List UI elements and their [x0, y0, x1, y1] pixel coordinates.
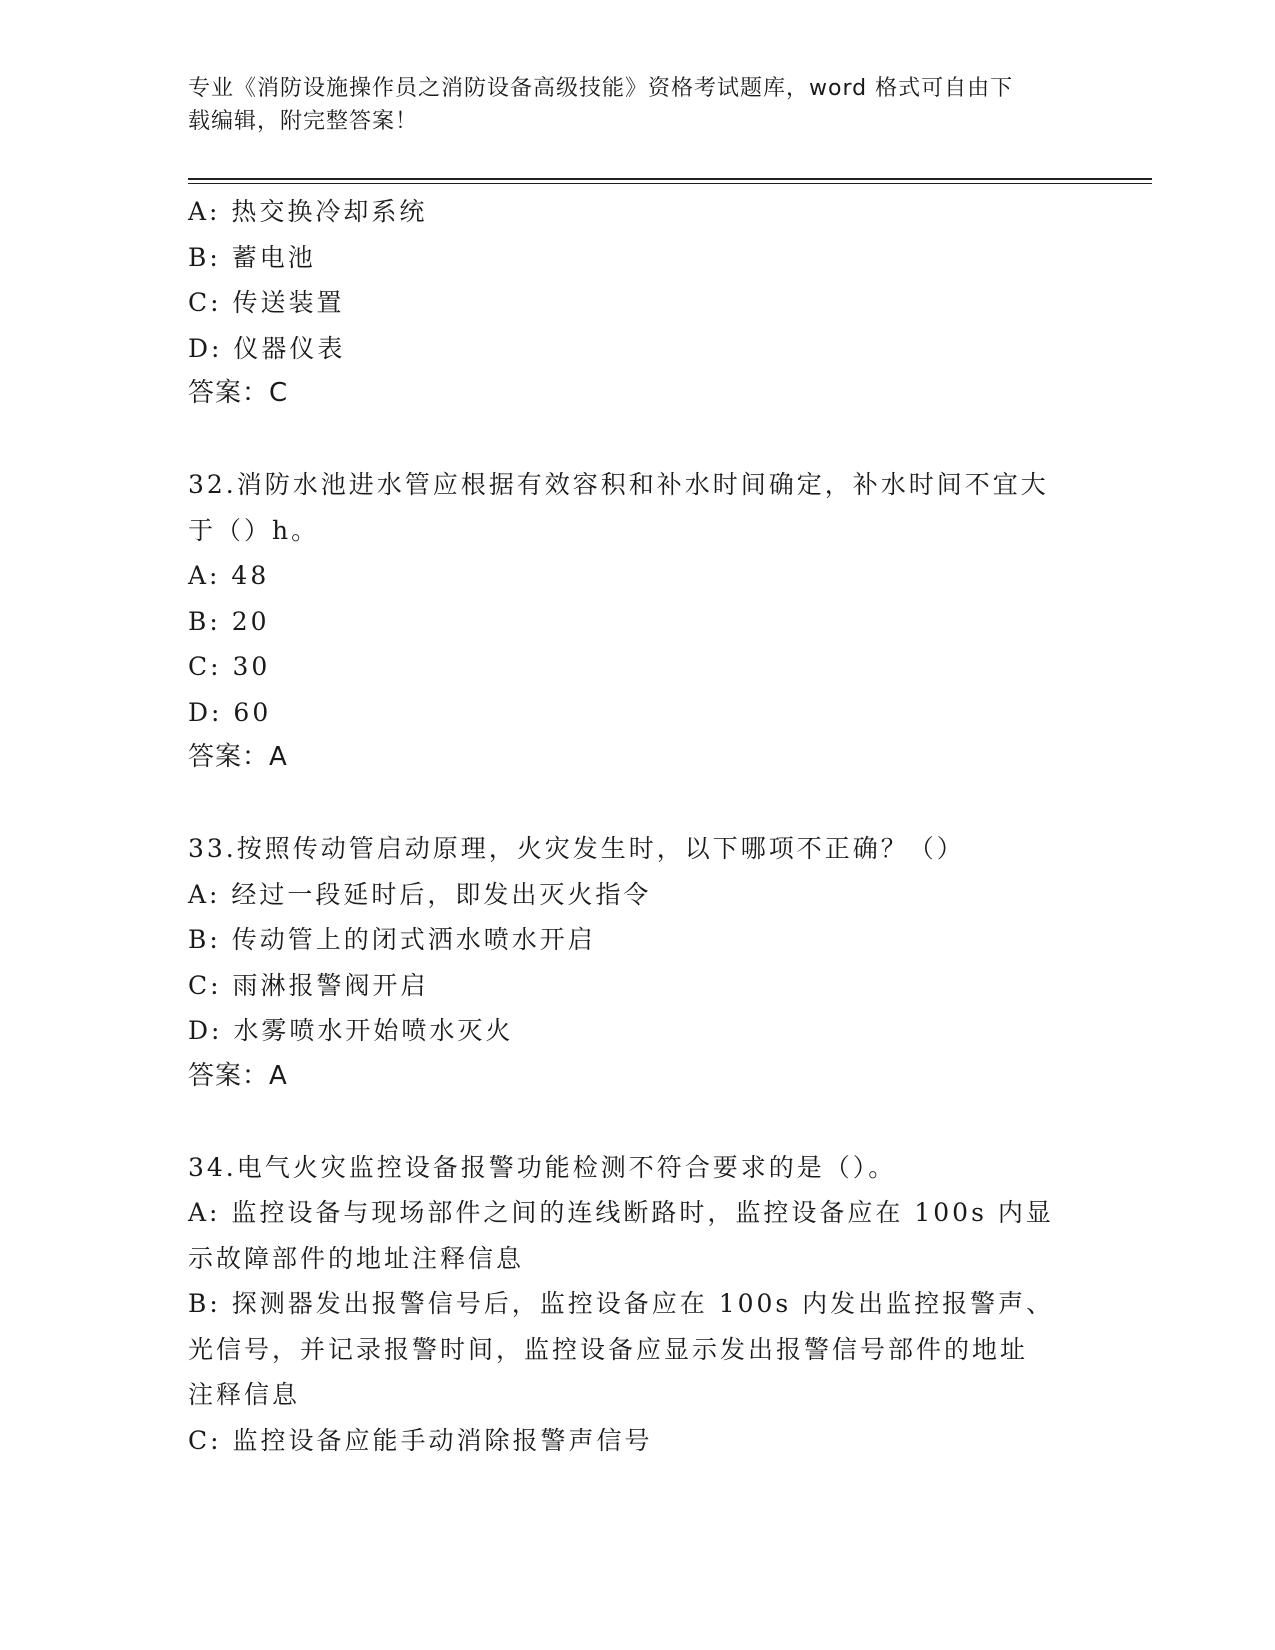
header-divider-thick — [188, 178, 1152, 180]
answer: 答案：A — [188, 1060, 288, 1091]
spacer — [188, 1099, 1088, 1145]
option-c: C: 监控设备应能手动消除报警声信号 — [188, 1425, 653, 1455]
question-31 — [188, 189, 1088, 417]
question-list — [188, 189, 1088, 1463]
question-stem: 32.消防水池进水管应根据有效容积和补水时间确定，补水时间不宜大 — [188, 470, 1049, 499]
header-divider-thin — [188, 183, 1152, 184]
option-a: A: 监控设备与现场部件之间的连线断路时，监控设备应在 100s 内显 — [188, 1198, 1054, 1227]
header-line-1: 专业《消防设施操作员之消防设备高级技能》资格考试题库，word 格式可自由下 — [188, 76, 1014, 101]
option-a: A: 热交换冷却系统 — [188, 197, 428, 226]
option-c: C: 30 — [188, 652, 271, 681]
option-d: D: 60 — [188, 697, 272, 727]
question-stem-continued: 于（）h。 — [188, 515, 320, 545]
question-stem: 33.按照传动管启动原理，火灾发生时，以下哪项不正确？（） — [188, 834, 965, 863]
option-a-continued: 示故障部件的地址注释信息 — [188, 1243, 525, 1273]
spacer — [188, 781, 1088, 827]
option-d: D: 仪器仪表 — [188, 333, 346, 363]
spacer — [188, 417, 1088, 463]
document-header — [188, 72, 1068, 138]
question-34 — [188, 1145, 1088, 1464]
option-b-continued-2: 注释信息 — [188, 1380, 301, 1409]
question-33 — [188, 826, 1088, 1099]
answer: 答案：C — [188, 378, 289, 408]
header-line-2: 载编辑，附完整答案！ — [188, 109, 419, 134]
option-a: A: 48 — [188, 561, 270, 590]
question-32 — [188, 462, 1088, 781]
option-b: B: 20 — [188, 606, 270, 636]
option-c: C: 雨淋报警阀开启 — [188, 970, 429, 1000]
option-b: B: 探测器发出报警信号后，监控设备应在 100s 内发出监控报警声、 — [188, 1289, 1055, 1318]
option-b-continued: 光信号，并记录报警时间，监控设备应显示发出报警信号部件的地址 — [188, 1334, 1029, 1364]
option-a: A: 经过一段延时后，即发出灭火指令 — [188, 879, 652, 909]
answer: 答案：A — [188, 742, 288, 772]
option-c: C: 传送装置 — [188, 288, 345, 317]
option-d: D: 水雾喷水开始喷水灭火 — [188, 1016, 514, 1045]
question-stem: 34.电气火灾监控设备报警功能检测不符合要求的是（）。 — [188, 1152, 897, 1182]
option-b: B: 蓄电池 — [188, 242, 316, 272]
option-b: B: 传动管上的闭式洒水喷水开启 — [188, 925, 596, 954]
